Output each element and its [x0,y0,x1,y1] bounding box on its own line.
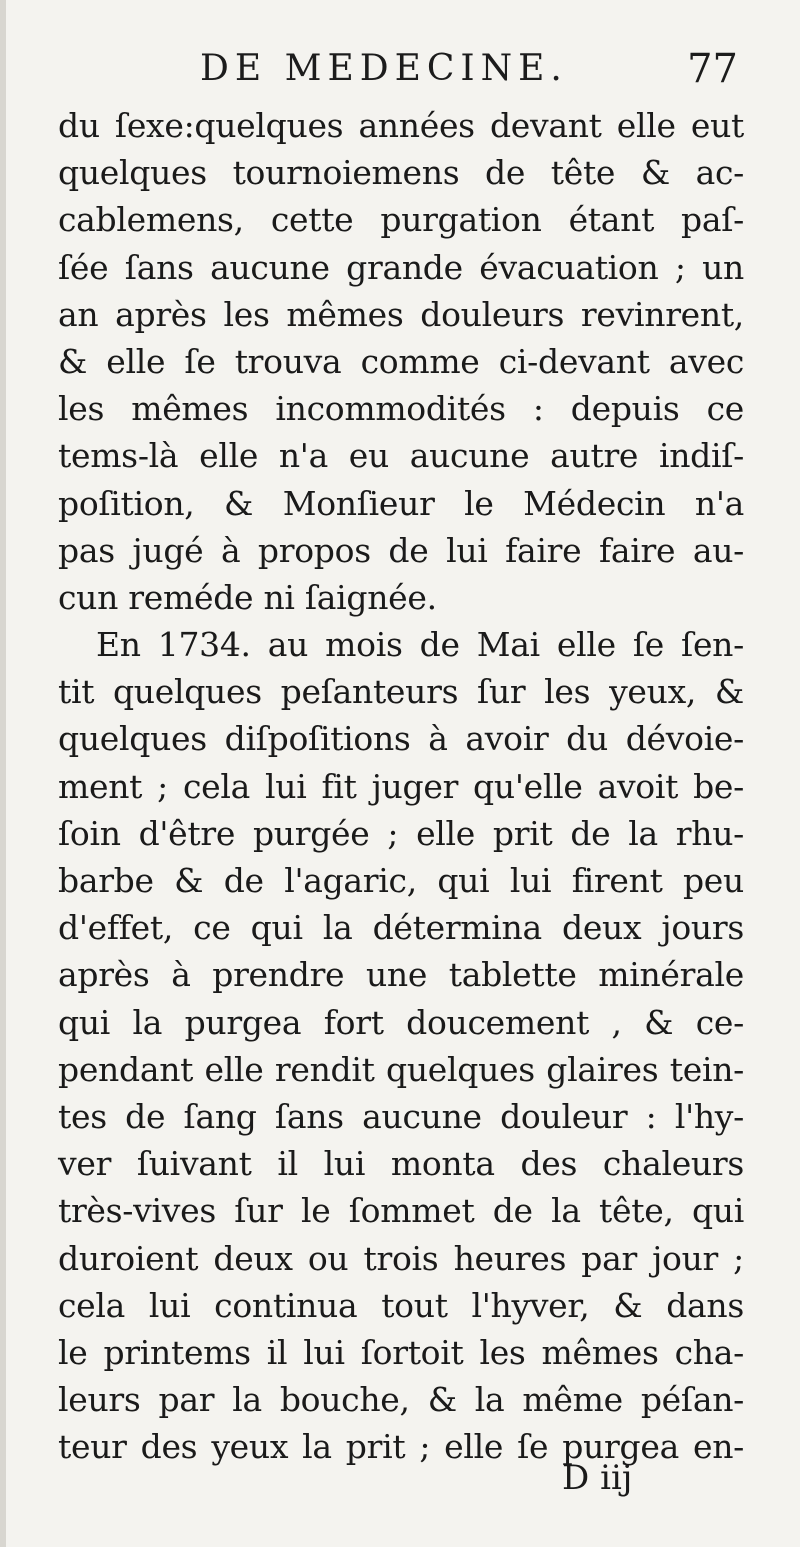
text-line: duroient deux ou trois heures par jour ; [58,1238,744,1278]
text-line: du ſexe:quelques années devant elle eut [58,106,744,145]
text-line: pas jugé à propos de lui faire faire au- [58,530,744,570]
text-line: ſée ſans aucune grande évacuation ; un [58,247,744,287]
text-line: pendant elle rendit quelques glaires tein- [58,1049,744,1089]
text-line: très-vives ſur le ſommet de la tête, qui [58,1191,744,1231]
body-text [58,102,744,1470]
text-line: teur des yeux la prit ; elle ſe purgea en- [58,1427,744,1467]
text-line: après à prendre une tablette minérale [58,955,744,995]
text-line: le printems il lui ſortoit les mêmes cha- [58,1332,744,1372]
text-line: tes de ſang ſans aucune douleur : l'hy- [58,1096,744,1136]
text-line: les mêmes incommodités : depuis ce [58,389,744,429]
text-line: leurs par la bouche, & la même péſan- [58,1380,744,1420]
signature-mark: D iij [562,1458,633,1498]
page-header [0,46,800,102]
text-line: cela lui continua tout l'hyver, & dans [58,1285,744,1325]
page-number: 77 [687,46,738,92]
text-line: tems-là elle n'a eu aucune autre indiſ- [58,436,744,476]
running-title: DE MEDECINE. [200,48,568,89]
text-line: En 1734. au mois de Mai elle ſe ſen- [96,625,744,665]
text-line: ver ſuivant il lui monta des chaleurs [58,1144,744,1184]
text-line: quelques tournoiemens de tête & ac- [58,153,744,193]
text-line: tit quelques peſanteurs ſur les yeux, & [58,672,744,712]
text-line: ment ; cela lui fit juger qu'elle avoit be- [58,766,744,806]
text-line: poſition, & Monſieur le Médecin n'a [58,483,744,523]
text-line: & elle ſe trouva comme ci-devant avec [58,341,744,381]
text-line: qui la purgea fort doucement , & ce- [58,1002,744,1042]
text-line: barbe & de l'agaric, qui lui firent peu [58,861,744,900]
page-edge-shadow [0,0,6,1547]
text-line: cun reméde ni ſaignée. [58,577,437,617]
text-line: an après les mêmes douleurs revinrent, [58,294,744,334]
text-line: cablemens, cette purgation étant paſ- [58,200,744,240]
text-line: ſoin d'être purgée ; elle prit de la rhu- [58,813,744,853]
text-line: d'effet, ce qui la détermina deux jours [58,908,744,948]
text-line: quelques diſpoſitions à avoir du dévoie- [58,719,744,759]
